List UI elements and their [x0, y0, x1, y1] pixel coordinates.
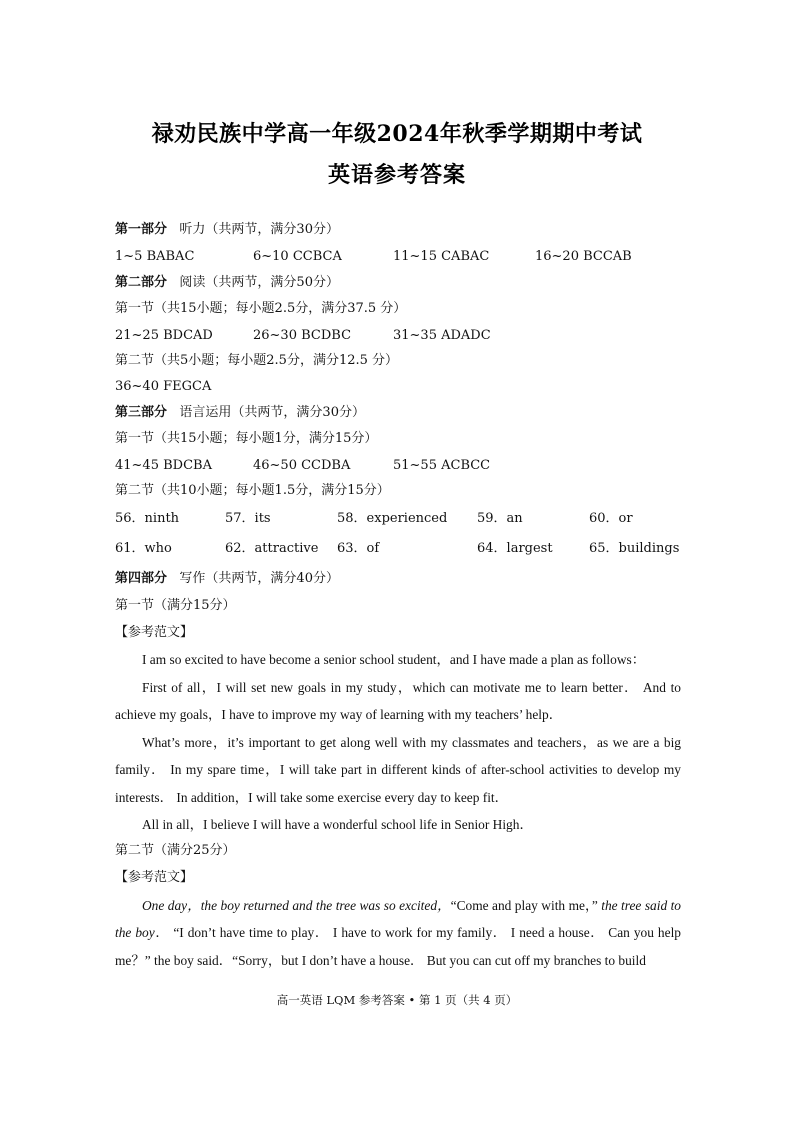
answer-group: 1~5 BABAC — [115, 249, 195, 264]
part3-heading — [115, 404, 365, 422]
answer-group: 51~55 ACBCC — [393, 458, 491, 473]
fill-answer: 56．ninth — [115, 511, 180, 526]
answer-group: 46~50 CCDBA — [253, 458, 351, 473]
essay2-paragraph — [115, 892, 681, 974]
part2-label: 第二部分 — [115, 275, 168, 290]
part2-note: 阅读（共两节，满分50分） — [179, 275, 339, 290]
part1-heading — [115, 221, 339, 239]
exam-title: 禄劝民族中学高一年级2024年秋季学期期中考试 — [151, 121, 643, 147]
essay2-text: ． “I don’t have time to play． I have to work for my family． I need a house． Can you help me？” the boy said．“Sorry，but I don’t have a house． But you can cut off my branches to build — [115, 925, 681, 968]
fill-answer: 61．who — [115, 541, 172, 556]
part3-section2: 第二节（共10小题；每小题1.5分，满分15分） — [115, 483, 390, 498]
part4-section2: 第二节（满分25分） — [115, 843, 236, 858]
part3-note: 语言运用（共两节，满分30分） — [179, 405, 365, 420]
fill-answer: 62．attractive — [225, 541, 319, 556]
part4-section1: 第一节（满分15分） — [115, 598, 236, 613]
essay1-paragraph: First of all，I will set new goals in my study，which can motivate me to learn better． And to achieve my goals，I have to improve my way of learning with my teachers’ help． — [115, 680, 681, 723]
reference-essay-label: 【参考范文】 — [115, 625, 194, 640]
part3-label: 第三部分 — [115, 405, 168, 420]
part2-section2: 第二节（共5小题；每小题2.5分，满分12.5 分） — [115, 353, 399, 368]
fill-answer: 58．experienced — [337, 511, 448, 526]
essay1-paragraph: All in all，I believe I will have a wonderful school life in Senior High． — [142, 817, 533, 832]
answer-group: 31~35 ADADC — [393, 328, 491, 343]
answer-group: 21~25 BDCAD — [115, 328, 213, 343]
essay2-quote: “Come and play with me，” — [450, 898, 598, 913]
part2-section2-answers: 36~40 FEGCA — [115, 379, 212, 394]
answer-group: 11~15 CABAC — [393, 249, 490, 264]
fill-answer: 63．of — [337, 541, 380, 556]
essay2-italic: the tree said to the boy — [115, 898, 682, 941]
fill-answer: 60．or — [589, 511, 633, 526]
answer-group: 6~10 CCBCA — [253, 249, 342, 264]
answer-group: 26~30 BCDBC — [253, 328, 352, 343]
reference-essay-label: 【参考范文】 — [115, 870, 194, 885]
part3-section1: 第一节（共15小题；每小题1分，满分15分） — [115, 431, 378, 446]
fill-answer: 59．an — [477, 511, 523, 526]
part1-label: 第一部分 — [115, 222, 168, 237]
page-footer: 高一英语 LQM 参考答案 • 第 1 页（共 4 页） — [276, 993, 518, 1007]
fill-answer: 57．its — [225, 511, 271, 526]
answer-group: 41~45 BDCBA — [115, 458, 212, 473]
part1-note: 听力（共两节，满分30分） — [179, 222, 339, 237]
answer-group: 16~20 BCCAB — [535, 249, 632, 264]
part2-heading — [115, 274, 339, 292]
fill-answer: 65．buildings — [589, 541, 680, 556]
essay1-paragraph: What’s more，it’s important to get along well with my classmates and teachers，as we are a big family． In my spare time，I will take part in different kinds of after-school activities to develop my interests． In addition，I will take some exercise every day to keep fit． — [115, 735, 681, 805]
answer-key-title: 英语参考答案 — [327, 162, 466, 188]
part2-section1: 第一节（共15小题；每小题2.5分，满分37.5 分） — [115, 301, 407, 316]
part4-label: 第四部分 — [115, 571, 168, 586]
essay2-italic: One day，the boy returned and the tree was so excited， — [142, 898, 451, 913]
part4-heading — [115, 570, 339, 588]
essay1-paragraph: I am so excited to have become a senior school student，and I have made a plan as follows： — [142, 652, 646, 667]
part4-note: 写作（共两节，满分40分） — [179, 571, 339, 586]
fill-answer: 64．largest — [477, 541, 553, 556]
